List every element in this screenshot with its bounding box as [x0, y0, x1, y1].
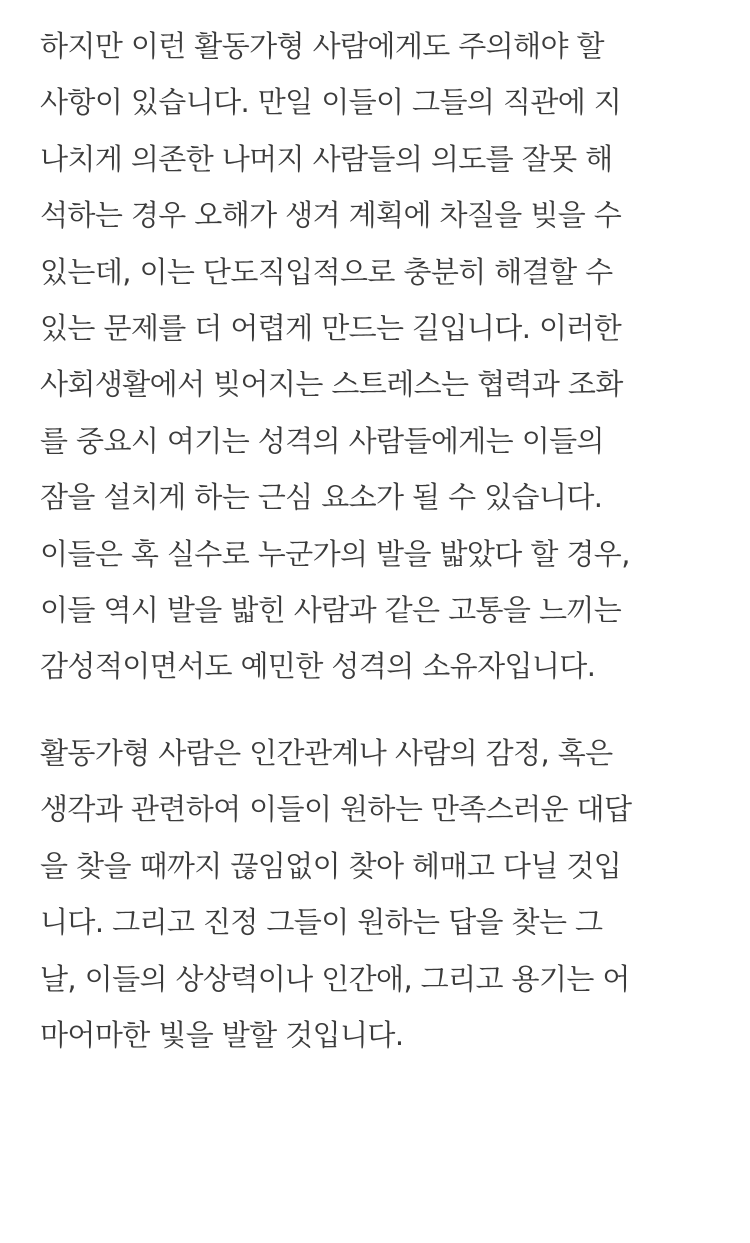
- text-line: 있는데, 이는 단도직입적으로 충분히 해결할 수: [40, 254, 613, 289]
- text-line: 잠을 설치게 하는 근심 요소가 될 수 있습니다.: [40, 480, 603, 515]
- text-line: 마어마한 빛을 발할 것입니다.: [40, 1017, 404, 1052]
- text-line: 니다. 그리고 진정 그들이 원하는 답을 찾는 그: [40, 905, 603, 940]
- text-line: 하지만 이런 활동가형 사람에게도 주의해야 할: [40, 29, 604, 63]
- text-line: 사회생활에서 빚어지는 스트레스는 협력과 조화: [40, 367, 623, 402]
- text-line: 나치게 의존한 나머지 사람들의 의도를 잘못 해: [40, 141, 613, 176]
- text-line: 감성적이면서도 예민한 성격의 소유자입니다.: [40, 649, 596, 684]
- text-line: 이들 역시 발을 밟힌 사람과 같은 고통을 느끼는: [40, 593, 622, 628]
- text-line: 를 중요시 여기는 성격의 사람들에게는 이들의: [40, 423, 604, 458]
- text-line: 석하는 경우 오해가 생겨 계획에 차질을 빚을 수: [40, 198, 622, 233]
- text-line: 생각과 관련하여 이들이 원하는 만족스러운 대답: [40, 792, 632, 827]
- paragraph-conclusion: [40, 725, 720, 1063]
- text-line: 있는 문제를 더 어렵게 만드는 길입니다. 이러한: [40, 311, 622, 346]
- text-line: 활동가형 사람은 인간관계나 사람의 감정, 혹은: [40, 735, 613, 770]
- text-line: 사항이 있습니다. 만일 이들이 그들의 직관에 지: [40, 85, 622, 120]
- text-line: 이들은 혹 실수로 누군가의 발을 밟았다 할 경우,: [40, 536, 630, 571]
- article-body: [40, 18, 720, 1063]
- text-line: 을 찾을 때까지 끊임없이 찾아 헤매고 다닐 것입: [40, 848, 622, 883]
- paragraph-caution: [40, 18, 720, 695]
- text-line: 날, 이들의 상상력이나 인간애, 그리고 용기는 어: [40, 961, 630, 996]
